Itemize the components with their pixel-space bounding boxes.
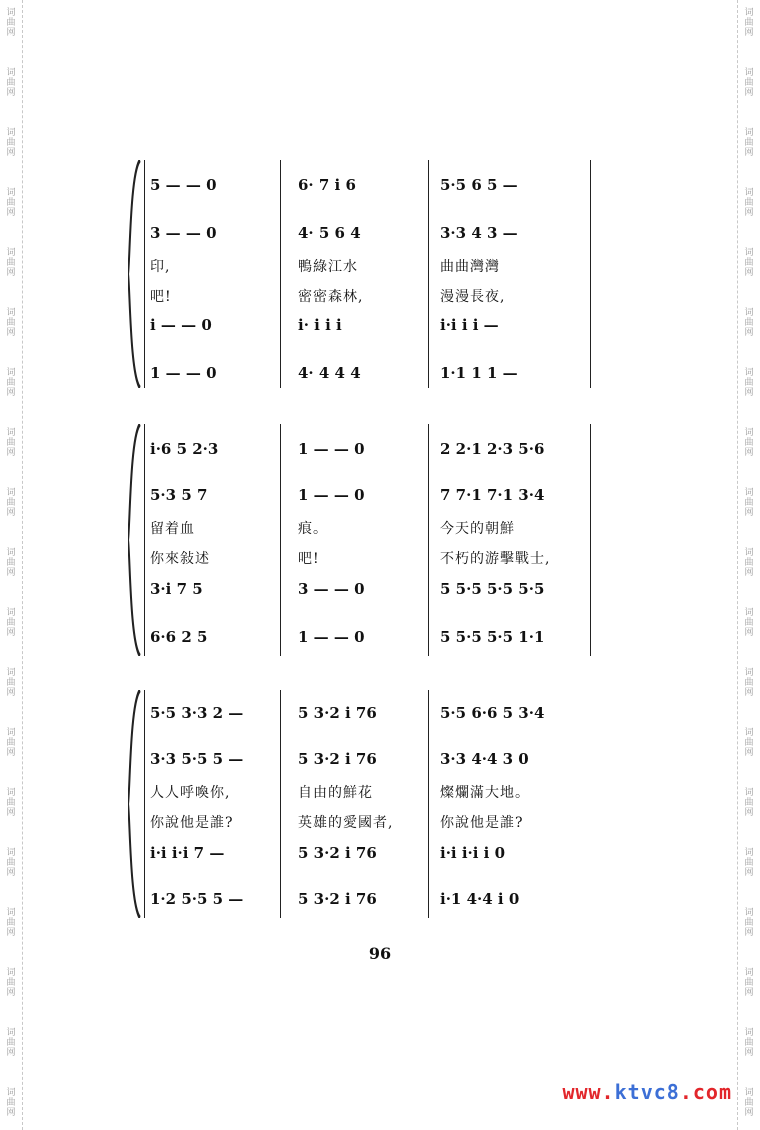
score-system-3 bbox=[128, 690, 598, 918]
measure-1: i·i i·i 7 — bbox=[150, 844, 225, 862]
barline bbox=[144, 424, 145, 656]
notation-row bbox=[150, 628, 588, 654]
watermark-mark: 词 曲 网 bbox=[744, 548, 754, 578]
watermark-mark: 词 曲 网 bbox=[744, 908, 754, 938]
watermark-mark: 词 曲 网 bbox=[744, 428, 754, 458]
watermark-mark: 词 曲 网 bbox=[744, 1028, 754, 1058]
system-brace bbox=[128, 160, 142, 388]
watermark-mark: 词 曲 网 bbox=[744, 188, 754, 218]
measure-1: 3·3 5·5 5 — bbox=[150, 750, 244, 768]
system-brace bbox=[128, 690, 142, 918]
watermark-mark: 词 曲 网 bbox=[744, 1088, 754, 1118]
watermark-mark: 词 曲 网 bbox=[6, 668, 16, 698]
lyric-row bbox=[150, 812, 588, 838]
watermark-mark: 词 曲 网 bbox=[6, 128, 16, 158]
watermark-mark: 词 曲 网 bbox=[6, 308, 16, 338]
barline bbox=[590, 424, 591, 656]
site-prefix: www. bbox=[562, 1080, 615, 1104]
watermark-mark: 词 曲 网 bbox=[6, 728, 16, 758]
notation-row bbox=[150, 580, 588, 606]
lyric-measure-3: 曲曲灣灣 bbox=[440, 259, 500, 275]
lyric-measure-3: 燦爛滿大地。 bbox=[440, 785, 530, 801]
watermark-mark: 词 曲 网 bbox=[6, 368, 16, 398]
lyric-measure-2: 痕。 bbox=[298, 521, 328, 537]
notation-row bbox=[150, 316, 588, 342]
score-system-1 bbox=[128, 160, 598, 388]
measure-1: 5·5 3·3 2 — bbox=[150, 704, 244, 722]
watermark-mark: 词 曲 网 bbox=[744, 308, 754, 338]
watermark-mark: 词 曲 网 bbox=[744, 128, 754, 158]
lyric-measure-1: 印, bbox=[150, 259, 171, 275]
notation-row bbox=[150, 890, 588, 916]
watermark-mark: 词 曲 网 bbox=[744, 68, 754, 98]
site-watermark bbox=[562, 1080, 732, 1104]
measure-3: 5·5 6·6 5 3·4 bbox=[440, 704, 545, 722]
watermark-mark: 词 曲 网 bbox=[744, 608, 754, 638]
watermark-mark: 词 曲 网 bbox=[744, 8, 754, 38]
lyric-row bbox=[150, 548, 588, 574]
lyric-measure-3: 你說他是誰? bbox=[440, 815, 524, 831]
lyric-measure-2: 自由的鮮花 bbox=[298, 785, 373, 801]
notation-row bbox=[150, 704, 588, 730]
measure-2: 3 — — 0 bbox=[298, 580, 365, 598]
measure-2: 4· 4 4 4 bbox=[298, 364, 361, 382]
measure-2: 5 3·2 i 76 bbox=[298, 844, 377, 862]
watermark-mark: 词 曲 网 bbox=[6, 968, 16, 998]
lyric-measure-2: 英雄的愛國者, bbox=[298, 815, 394, 831]
measure-2: 5 3·2 i 76 bbox=[298, 704, 377, 722]
lyric-measure-3: 不朽的游擊戰士, bbox=[440, 551, 551, 567]
watermark-mark: 词 曲 网 bbox=[744, 668, 754, 698]
measure-3: 5 5·5 5·5 5·5 bbox=[440, 580, 545, 598]
watermark-mark: 词 曲 网 bbox=[744, 248, 754, 278]
lyric-row bbox=[150, 256, 588, 282]
system-brace bbox=[128, 424, 142, 656]
measure-3: 7 7·1 7·1 3·4 bbox=[440, 486, 545, 504]
notation-row bbox=[150, 750, 588, 776]
watermark-mark: 词 曲 网 bbox=[6, 848, 16, 878]
watermark-mark: 词 曲 网 bbox=[6, 548, 16, 578]
lyric-measure-3: 漫漫長夜, bbox=[440, 289, 506, 305]
barline bbox=[144, 690, 145, 918]
measure-3: 3·3 4 3 — bbox=[440, 224, 518, 242]
watermark-mark: 词 曲 网 bbox=[6, 488, 16, 518]
measure-2: 5 3·2 i 76 bbox=[298, 890, 377, 908]
measure-2: 1 — — 0 bbox=[298, 628, 365, 646]
lyric-row bbox=[150, 518, 588, 544]
lyric-measure-3: 今天的朝鮮 bbox=[440, 521, 515, 537]
watermark-mark: 词 曲 网 bbox=[6, 8, 16, 38]
watermark-mark: 词 曲 网 bbox=[6, 908, 16, 938]
notation-row bbox=[150, 440, 588, 466]
measure-3: i·i i i — bbox=[440, 316, 499, 334]
watermark-mark: 词 曲 网 bbox=[6, 1028, 16, 1058]
lyric-measure-1: 你說他是誰? bbox=[150, 815, 234, 831]
measure-3: i·1 4·4 i 0 bbox=[440, 890, 520, 908]
measure-1: 3 — — 0 bbox=[150, 224, 217, 242]
measure-1: 5 — — 0 bbox=[150, 176, 217, 194]
lyric-row bbox=[150, 286, 588, 312]
measure-3: 5·5 6 5 — bbox=[440, 176, 518, 194]
watermark-mark: 词 曲 网 bbox=[6, 788, 16, 818]
measure-2: 1 — — 0 bbox=[298, 440, 365, 458]
measure-1: 1·2 5·5 5 — bbox=[150, 890, 244, 908]
measure-1: i·6 5 2·3 bbox=[150, 440, 219, 458]
watermark-mark: 词 曲 网 bbox=[744, 368, 754, 398]
site-mid: ktvc8 bbox=[614, 1080, 680, 1104]
watermark-mark: 词 曲 网 bbox=[6, 248, 16, 278]
measure-3: 5 5·5 5·5 1·1 bbox=[440, 628, 545, 646]
watermark-mark: 词 曲 网 bbox=[744, 728, 754, 758]
watermark-mark: 词 曲 网 bbox=[6, 608, 16, 638]
lyric-measure-1: 留着血 bbox=[150, 521, 195, 537]
watermark-mark: 词 曲 网 bbox=[6, 428, 16, 458]
watermark-mark: 词 曲 网 bbox=[744, 848, 754, 878]
watermark-mark: 词 曲 网 bbox=[6, 68, 16, 98]
lyric-measure-1: 人人呼喚你, bbox=[150, 785, 231, 801]
lyric-measure-2: 鴨綠江水 bbox=[298, 259, 358, 275]
measure-1: 6·6 2 5 bbox=[150, 628, 208, 646]
lyric-measure-2: 吧! bbox=[298, 551, 320, 567]
measure-2: i· i i i bbox=[298, 316, 342, 334]
site-suffix: .com bbox=[679, 1080, 732, 1104]
notation-row bbox=[150, 176, 588, 202]
measure-2: 4· 5 6 4 bbox=[298, 224, 361, 242]
watermark-mark: 词 曲 网 bbox=[744, 788, 754, 818]
watermark-mark: 词 曲 网 bbox=[6, 188, 16, 218]
lyric-row bbox=[150, 782, 588, 808]
barline bbox=[144, 160, 145, 388]
notation-row bbox=[150, 224, 588, 250]
watermark-mark: 词 曲 网 bbox=[6, 1088, 16, 1118]
measure-3: 3·3 4·4 3 0 bbox=[440, 750, 529, 768]
measure-2: 5 3·2 i 76 bbox=[298, 750, 377, 768]
measure-3: 1·1 1 1 — bbox=[440, 364, 518, 382]
measure-3: 2 2·1 2·3 5·6 bbox=[440, 440, 545, 458]
measure-1: 1 — — 0 bbox=[150, 364, 217, 382]
page-number: 96 bbox=[368, 944, 392, 963]
measure-1: 5·3 5 7 bbox=[150, 486, 208, 504]
notation-row bbox=[150, 364, 588, 390]
measure-2: 1 — — 0 bbox=[298, 486, 365, 504]
lyric-measure-1: 吧! bbox=[150, 289, 172, 305]
lyric-measure-1: 你來敍述 bbox=[150, 551, 210, 567]
notation-row bbox=[150, 486, 588, 512]
notation-row bbox=[150, 844, 588, 870]
measure-2: 6· 7 i 6 bbox=[298, 176, 356, 194]
measure-3: i·i i·i i 0 bbox=[440, 844, 506, 862]
measure-1: 3·i 7 5 bbox=[150, 580, 203, 598]
watermark-mark: 词 曲 网 bbox=[744, 488, 754, 518]
lyric-measure-2: 密密森林, bbox=[298, 289, 364, 305]
score-system-2 bbox=[128, 424, 598, 656]
measure-1: i — — 0 bbox=[150, 316, 212, 334]
watermark-mark: 词 曲 网 bbox=[744, 968, 754, 998]
